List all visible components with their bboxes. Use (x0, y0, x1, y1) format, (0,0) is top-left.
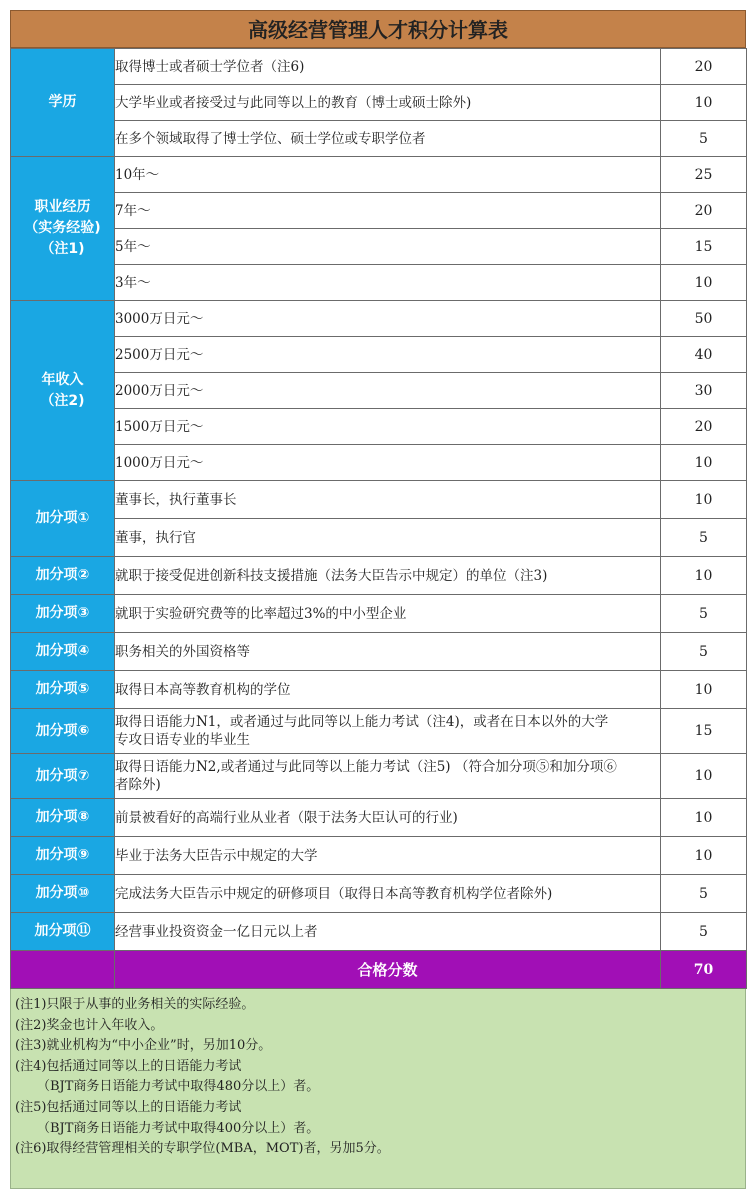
row-desc: 3年～ (115, 265, 661, 301)
table-row (11, 49, 747, 85)
row-desc: 就职于实验研究费等的比率超过3%的中小型企业 (115, 595, 661, 633)
row-points: 5 (661, 633, 747, 671)
row-points: 5 (661, 913, 747, 951)
note-line: (注1)只限于从事的业务相关的实际经验。 (15, 997, 255, 1012)
category-education: 学历 (11, 49, 115, 157)
pass-score-value: 70 (661, 951, 747, 989)
table-row (11, 481, 747, 519)
pass-score-spacer (11, 951, 115, 989)
table-row (11, 837, 747, 875)
category-label-line: 职业经历 (34, 199, 91, 215)
row-desc: 在多个领域取得了博士学位、硕士学位或专职学位者 (115, 121, 661, 157)
row-desc: 董事长，执行董事长 (115, 481, 661, 519)
row-desc: 职务相关的外国资格等 (115, 633, 661, 671)
points-table (10, 48, 747, 989)
row-desc: 2000万日元～ (115, 373, 661, 409)
row-points: 10 (661, 799, 747, 837)
category-label-line: （实务经验) (24, 220, 101, 236)
row-points: 20 (661, 409, 747, 445)
table-row (11, 85, 747, 121)
pass-score-row (11, 951, 747, 989)
table-row (11, 913, 747, 951)
category-label-line: （注1) (40, 241, 85, 257)
row-desc (115, 709, 661, 754)
row-points: 10 (661, 557, 747, 595)
row-desc-line: 取得日语能力N2,或者通过与此同等以上能力考试（注5) （符合加分项⑤和加分项⑥ (115, 759, 617, 775)
row-desc: 取得日本高等教育机构的学位 (115, 671, 661, 709)
row-points: 5 (661, 519, 747, 557)
notes-section (10, 989, 746, 1189)
category-experience (11, 157, 115, 301)
table-row (11, 633, 747, 671)
table-row (11, 595, 747, 633)
table-row (11, 409, 747, 445)
row-desc (115, 754, 661, 799)
category-bonus-1: 加分项① (11, 481, 115, 557)
note-line: （BJT商务日语能力考试中取得480分以上）者。 (37, 1079, 320, 1095)
row-points: 15 (661, 229, 747, 265)
row-points: 10 (661, 85, 747, 121)
row-desc: 3000万日元～ (115, 301, 661, 337)
row-desc: 1000万日元～ (115, 445, 661, 481)
row-points: 20 (661, 193, 747, 229)
row-points: 5 (661, 121, 747, 157)
category-bonus-11: 加分项⑪ (11, 913, 115, 951)
table-title: 高级经营管理人才积分计算表 (10, 10, 746, 48)
table-row (11, 875, 747, 913)
table-row (11, 373, 747, 409)
table-row (11, 557, 747, 595)
table-row (11, 265, 747, 301)
note-line: (注2)奖金也计入年收入。 (15, 1017, 164, 1033)
row-points: 5 (661, 595, 747, 633)
table-row (11, 799, 747, 837)
row-points: 5 (661, 875, 747, 913)
row-points: 50 (661, 301, 747, 337)
category-bonus-8: 加分项⑧ (11, 799, 115, 837)
row-desc: 7年～ (115, 193, 661, 229)
row-desc: 前景被看好的高端行业从业者（限于法务大臣认可的行业) (115, 799, 661, 837)
category-bonus-2: 加分项② (11, 557, 115, 595)
table-row (11, 121, 747, 157)
row-points: 10 (661, 445, 747, 481)
table-row (11, 193, 747, 229)
row-points: 30 (661, 373, 747, 409)
row-points: 15 (661, 709, 747, 754)
row-desc: 经营事业投资资金一亿日元以上者 (115, 913, 661, 951)
table-row (11, 754, 747, 799)
row-desc-line: 取得日语能力N1，或者通过与此同等以上能力考试（注4)，或者在日本以外的大学 (115, 714, 609, 730)
category-bonus-10: 加分项⑩ (11, 875, 115, 913)
row-desc-line: 专攻日语专业的毕业生 (115, 732, 250, 748)
category-income (11, 301, 115, 481)
category-bonus-9: 加分项⑨ (11, 837, 115, 875)
category-bonus-5: 加分项⑤ (11, 671, 115, 709)
note-line: (注6)取得经营管理相关的专职学位(MBA，MOT)者，另加5分。 (15, 1141, 390, 1157)
category-bonus-6: 加分项⑥ (11, 709, 115, 754)
row-desc: 2500万日元～ (115, 337, 661, 373)
table-row (11, 445, 747, 481)
note-line: (注4)包括通过同等以上的日语能力考试 (15, 1058, 242, 1074)
table-row (11, 519, 747, 557)
row-desc: 董事，执行官 (115, 519, 661, 557)
row-desc: 就职于接受促进创新科技支援措施（法务大臣告示中规定）的单位（注3) (115, 557, 661, 595)
row-desc: 完成法务大臣告示中规定的研修项目（取得日本高等教育机构学位者除外) (115, 875, 661, 913)
row-desc: 5年～ (115, 229, 661, 265)
table-row (11, 301, 747, 337)
row-points: 10 (661, 837, 747, 875)
row-desc: 取得博士或者硕士学位者（注6) (115, 49, 661, 85)
row-points: 25 (661, 157, 747, 193)
category-label-line: （注2) (40, 392, 85, 409)
row-desc: 1500万日元～ (115, 409, 661, 445)
table-row (11, 671, 747, 709)
row-points: 40 (661, 337, 747, 373)
points-table-page (10, 0, 746, 1189)
category-bonus-4: 加分项④ (11, 633, 115, 671)
row-desc: 大学毕业或者接受过与此同等以上的教育（博士或硕士除外) (115, 85, 661, 121)
table-row (11, 157, 747, 193)
category-bonus-3: 加分项③ (11, 595, 115, 633)
row-desc-line: 者除外) (115, 777, 161, 793)
row-points: 10 (661, 265, 747, 301)
note-line: （BJT商务日语能力考试中取得400分以上）者。 (37, 1120, 320, 1136)
row-desc: 毕业于法务大臣告示中规定的大学 (115, 837, 661, 875)
category-bonus-7: 加分项⑦ (11, 754, 115, 799)
row-points: 10 (661, 481, 747, 519)
row-points: 10 (661, 754, 747, 799)
row-points: 20 (661, 49, 747, 85)
row-desc: 10年～ (115, 157, 661, 193)
row-points: 10 (661, 671, 747, 709)
table-row (11, 229, 747, 265)
note-line: (注3)就业机构为“中小企业”时，另加10分。 (15, 1038, 272, 1054)
table-row (11, 709, 747, 754)
note-line: (注5)包括通过同等以上的日语能力考试 (15, 1099, 242, 1115)
pass-score-label: 合格分数 (115, 951, 661, 989)
category-label-line: 年收入 (41, 371, 84, 388)
table-row (11, 337, 747, 373)
